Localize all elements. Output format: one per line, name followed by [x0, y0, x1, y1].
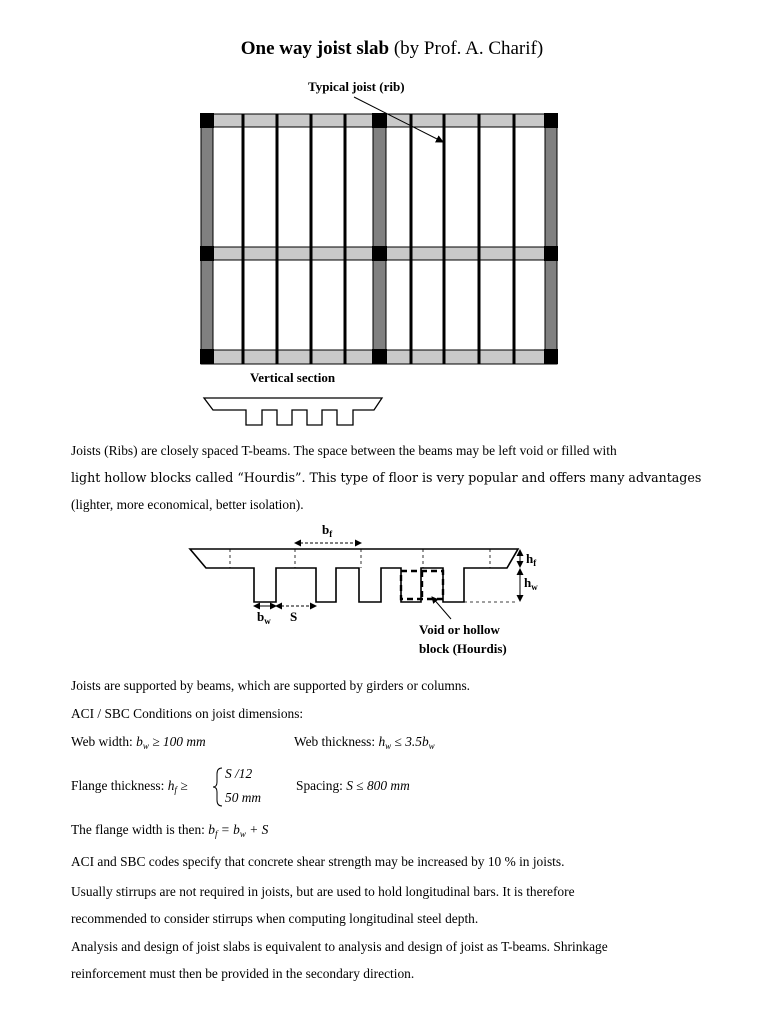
supported-text: Joists are supported by beams, which are supported by girders or columns.: [71, 678, 471, 693]
girder-left: [201, 114, 213, 364]
intro-line-1: Joists (Ribs) are closely spaced T-beams. The space between the beams may be left void or filled with: [71, 443, 617, 458]
intro-line-3: (lighter, more economical, better isolation).: [71, 497, 304, 512]
analysis-line-1: Analysis and design of joist slabs is equivalent to analysis and design of joist as T-beams. Shrinkage: [71, 939, 608, 954]
title-author: (by Prof. A. Charif): [389, 38, 544, 59]
void-label-2: block (Hourdis): [419, 641, 507, 656]
vertical-section: [200, 392, 390, 432]
girder-middle: [373, 114, 386, 364]
brace-icon: [212, 766, 224, 808]
flange-option-1: S /12: [225, 766, 253, 781]
stirrups-line-2: recommended to consider stirrups when computing longitudinal steel depth.: [71, 911, 479, 926]
web-thickness-line: Web thickness: $h_w \le 3.5b_w$: [294, 734, 435, 751]
title-bold: One way joist slab: [240, 38, 390, 59]
s-label: S: [290, 609, 298, 624]
flange-thickness-label: Flange thickness: $h_f$ ≥: [71, 778, 188, 795]
joist-cross-section: [185, 518, 545, 658]
page-title: [0, 38, 768, 60]
analysis-line-2: reinforcement must then be provided in the secondary direction.: [71, 966, 415, 981]
intro-line-2: light hollow blocks called “Hourdis”. This type of floor is very popular and offers many advantages: [71, 470, 702, 485]
bf-label: $b_f$: [322, 522, 333, 539]
hf-label: $h_f$: [526, 551, 537, 568]
section-label: Vertical section: [250, 370, 336, 385]
flange-option-2: 50 mm: [225, 790, 262, 805]
spacing-line: Spacing: S ≤ 800 mm: [296, 778, 410, 793]
rib-label: Typical joist (rib): [308, 79, 405, 94]
girder-right: [545, 114, 557, 364]
stirrups-line-1: Usually stirrups are not required in joists, but are used to hold longitudinal bars. It is therefore: [71, 884, 575, 899]
flange-width-line: The flange width is then: $b_f = b_w + S$: [71, 822, 269, 839]
conditions-text: ACI / SBC Conditions on joist dimensions:: [71, 706, 304, 721]
bw-label: $b_w$: [257, 609, 271, 626]
hw-label: $h_w$: [524, 575, 538, 592]
shear-text: ACI and SBC codes specify that concrete shear strength may be increased by 10 % in joists.: [71, 854, 565, 869]
web-width-line: Web width: $b_w \ge 100$ mm: [71, 734, 206, 751]
void-label-1: Void or hollow: [419, 622, 500, 637]
joist-slab-plan: [190, 92, 570, 372]
